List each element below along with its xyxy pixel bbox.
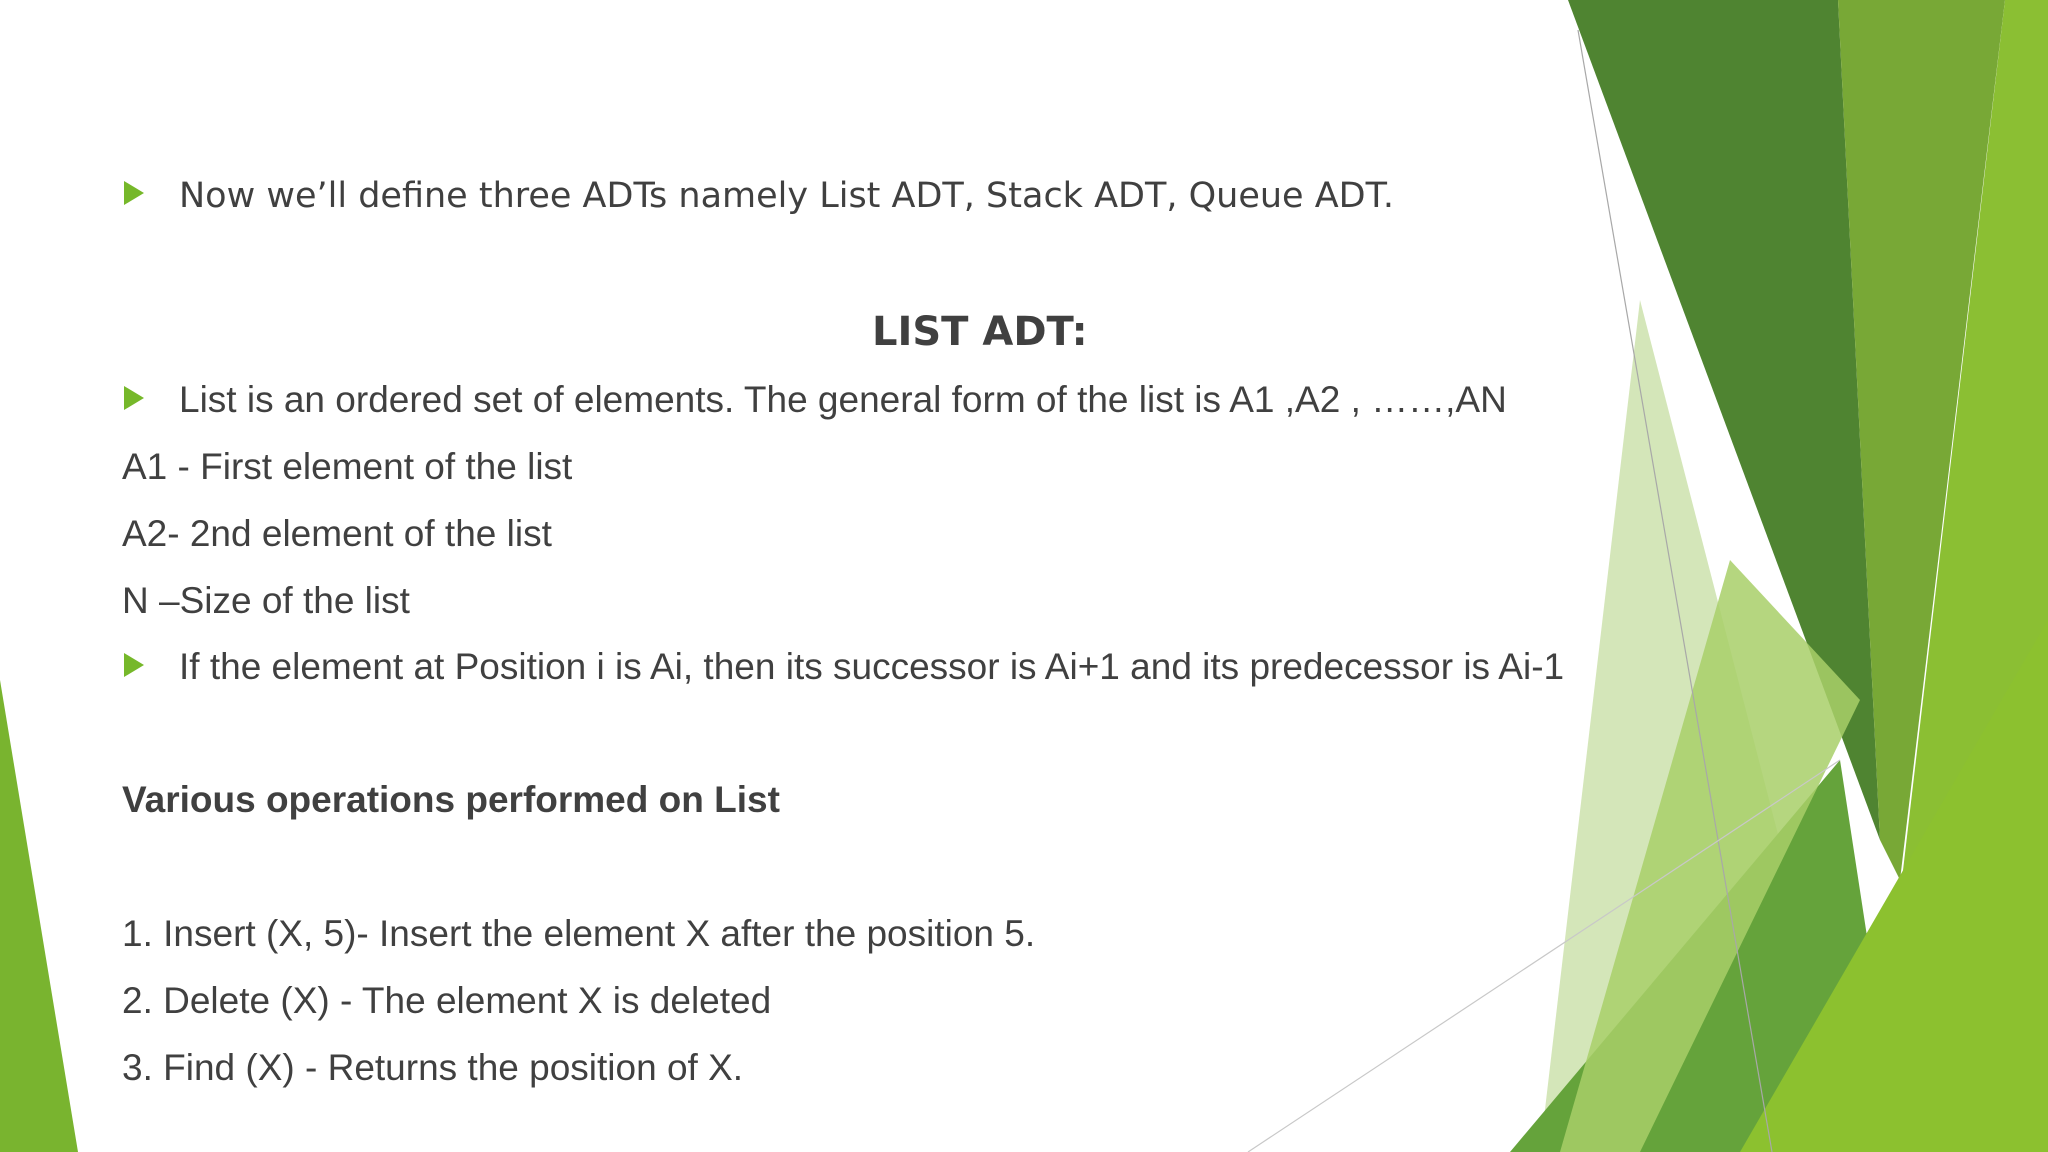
operation-item: 2. Delete (X) - The element X is deleted — [122, 980, 772, 1021]
bullet-triangle-icon — [124, 386, 144, 410]
intro-line — [124, 174, 1394, 218]
bullet-triangle-icon — [124, 653, 144, 677]
text-line-n: N –Size of the list — [122, 580, 410, 621]
bullet-triangle-icon — [124, 181, 144, 205]
operations-heading: Various operations performed on List — [122, 779, 780, 820]
text-line-a2: A2- 2nd element of the list — [122, 513, 552, 554]
text-line-a1: A1 - First element of the list — [122, 446, 573, 487]
definition-line — [124, 378, 1507, 422]
intro-text: Now we’ll define three ADTs namely List ADT, Stack ADT, Queue ADT. — [179, 176, 1394, 216]
successor-text: If the element at Position i is Ai, then its successor is Ai+1 and its predecessor is Ai-1 — [179, 646, 1565, 687]
operation-item: 3. Find (X) - Returns the position of X. — [122, 1047, 744, 1088]
left-green-sliver — [0, 680, 78, 1152]
definition-text: List is an ordered set of elements. The general form of the list is A1 ,A2 , ……,AN — [179, 379, 1507, 420]
operation-item: 1. Insert (X, 5)- Insert the element X after the position 5. — [122, 913, 1036, 954]
successor-line — [124, 645, 1564, 689]
slide-title: LIST ADT: — [872, 309, 1088, 355]
